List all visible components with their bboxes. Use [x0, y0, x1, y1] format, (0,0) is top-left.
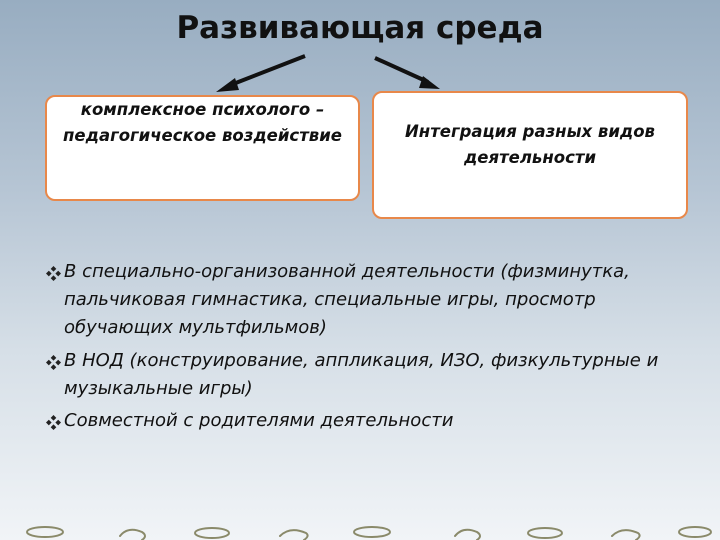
decorative-border [0, 524, 720, 540]
diamond-bullet-icon [46, 355, 61, 370]
swirl-ornament-icon [280, 530, 308, 540]
diamond-bullet-icon [46, 415, 61, 430]
bullet-text: Совместной с родителями деятельности [64, 410, 454, 432]
swirl-ornament-icon [612, 530, 640, 540]
swirl-ornament-icon [120, 530, 145, 540]
swirl-ornament-icon [455, 530, 480, 540]
swirl-ornament-icon [354, 527, 390, 537]
swirl-ornament-icon [679, 527, 711, 537]
bullet-item [46, 347, 696, 403]
bullet-text: В НОД (конструирование, аппликация, ИЗО, физкультурные и музыкальные игры) [64, 349, 659, 399]
box-activity-integration [372, 91, 688, 219]
box-psychological-impact [45, 95, 360, 201]
swirl-ornament-icon [27, 527, 63, 537]
diamond-bullet-icon [46, 266, 61, 281]
bullet-item [46, 407, 696, 435]
box-activity-integration-text: Интеграция разных видов деятельности [404, 122, 655, 167]
box-psychological-impact-text: комплексное психолого – педагогическое воздействие [63, 100, 342, 145]
swirl-ornament-icon [195, 528, 229, 538]
swirl-ornament-icon [528, 528, 562, 538]
arrow-right-icon [375, 58, 440, 89]
bullet-item [46, 258, 696, 342]
slide-title: Развивающая среда [176, 10, 544, 46]
bullet-list [46, 258, 696, 440]
bullet-text: В специально-организованной деятельности (физминутка, пальчиковая гимнастика, специальные игры, просмотр обучающих мультфильмов) [64, 261, 630, 338]
arrow-left-icon [216, 56, 305, 92]
